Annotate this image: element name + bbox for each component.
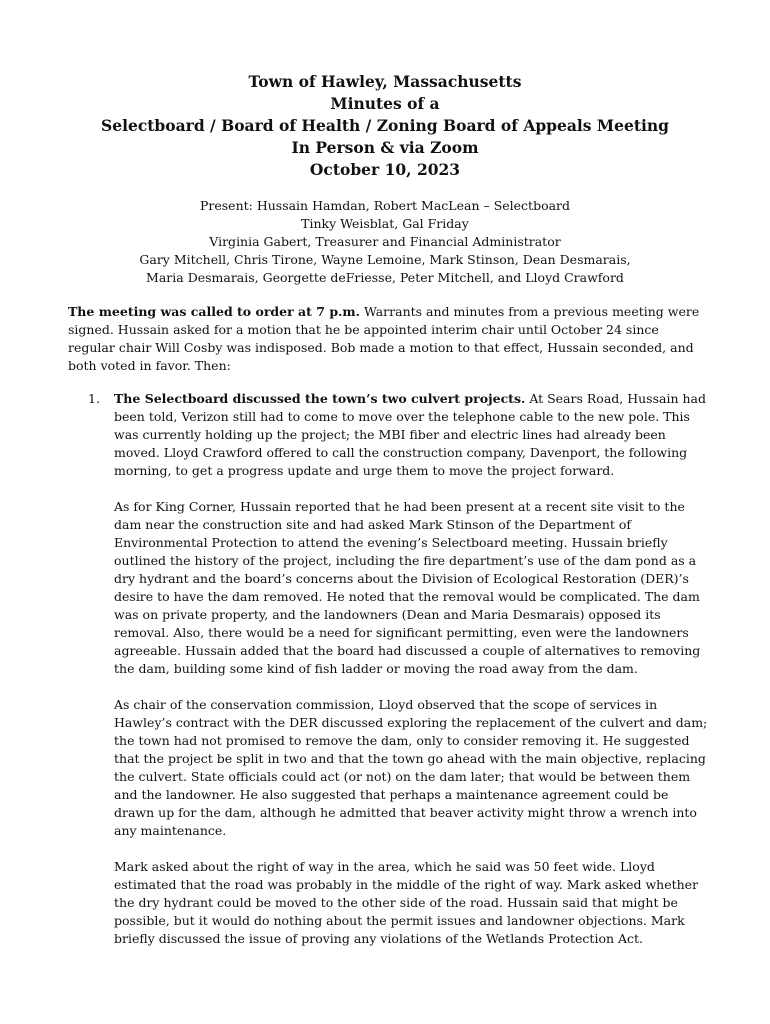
attendance-line: Present: Hussain Hamdan, Robert MacLean – Selectboard <box>199 198 571 213</box>
item-body <box>114 390 710 948</box>
item-text: At Sears Road, Hussain had been told, Verizon still had to come to move over the telephone cable to the new pole. This was currently holding up the project; the MBI fiber and electric lines had already been moved. Lloyd Crawford offered to call the construction company, Davenport, the following morning, to get a progress update and urge them to move the project forward. <box>114 391 706 478</box>
attendance-line: Tinky Weisblat, Gal Friday <box>301 216 469 231</box>
agenda-item <box>88 390 710 966</box>
attendance-line: Virginia Gabert, Treasurer and Financial Administrator <box>209 234 561 249</box>
attendance-line: Maria Desmarais, Georgette deFriesse, Peter Mitchell, and Lloyd Crawford <box>146 270 624 285</box>
call-to-order: The meeting was called to order at 7 p.m. <box>68 304 360 319</box>
item-paragraph: Mark asked about the right of way in the area, which he said was 50 feet wide. Lloyd estimated that the road was probably in the middle of the right of way. Mark asked whether the dry hydrant could be moved to the other side of the road. Hussain said that might be possible, but it would do nothing about the permit issues and landowner objections. Mark briefly discussed the issue of proving any violations of the Wetlands Protection Act. <box>114 859 699 946</box>
meeting-date: October 10, 2023 <box>309 160 461 179</box>
meeting-format: In Person & via Zoom <box>291 138 479 157</box>
intro-text: Warrants and minutes from a previous meeting were signed. Hussain asked for a motion that he be appointed interim chair until October 24 since regular chair Will Cosby was indisposed. Bob made a motion to that effect, Hussain seconded, and both voted in favor. Then: <box>68 304 700 373</box>
minutes-label: Minutes of a <box>330 94 440 113</box>
meeting-type: Selectboard / Board of Health / Zoning Board of Appeals Meeting <box>101 116 669 135</box>
town-title: Town of Hawley, Massachusetts <box>248 72 522 91</box>
item-paragraph: As for King Corner, Hussain reported that he had been present at a recent site visit to the dam near the construction site and had asked Mark Stinson of the Department of Environmental Protection to attend the evening’s Selectboard meeting. Hussain briefly outlined the history of the project, including the fire department’s use of the dam pond as a dry hydrant and the board’s concerns about the Division of Ecological Restoration (DER)’s desire to have the dam removed. He noted that the removal would be complicated. The dam was on private property, and the landowners (Dean and Maria Desmarais) opposed its removal. Also, there would be a need for significant permitting, even were the landowners agreeable. Hussain added that the board had discussed a couple of alternatives to removing the dam, building some kind of fish ladder or moving the road away from the dam. <box>114 499 701 676</box>
intro-paragraph <box>68 303 708 375</box>
attendance-line: Gary Mitchell, Chris Tirone, Wayne Lemoine, Mark Stinson, Dean Desmarais, <box>139 252 631 267</box>
attendance-block <box>0 197 770 287</box>
document-header <box>0 71 770 181</box>
item-paragraph <box>114 390 710 480</box>
item-number: 1. <box>88 391 100 406</box>
item-paragraph: As chair of the conservation commission, Lloyd observed that the scope of services in Hawley’s contract with the DER discussed exploring the replacement of the culvert and dam; the town had not promised to remove the dam, only to consider removing it. He suggested that the project be split in two and that the town go ahead with the main objective, replacing the culvert. State officials could act (or not) on the dam later; that would be between them and the landowner. He also suggested that perhaps a maintenance agreement could be drawn up for the dam, although he admitted that beaver activity might throw a wrench into any maintenance. <box>114 697 708 838</box>
item-heading: The Selectboard discussed the town’s two culvert projects. <box>114 391 526 406</box>
